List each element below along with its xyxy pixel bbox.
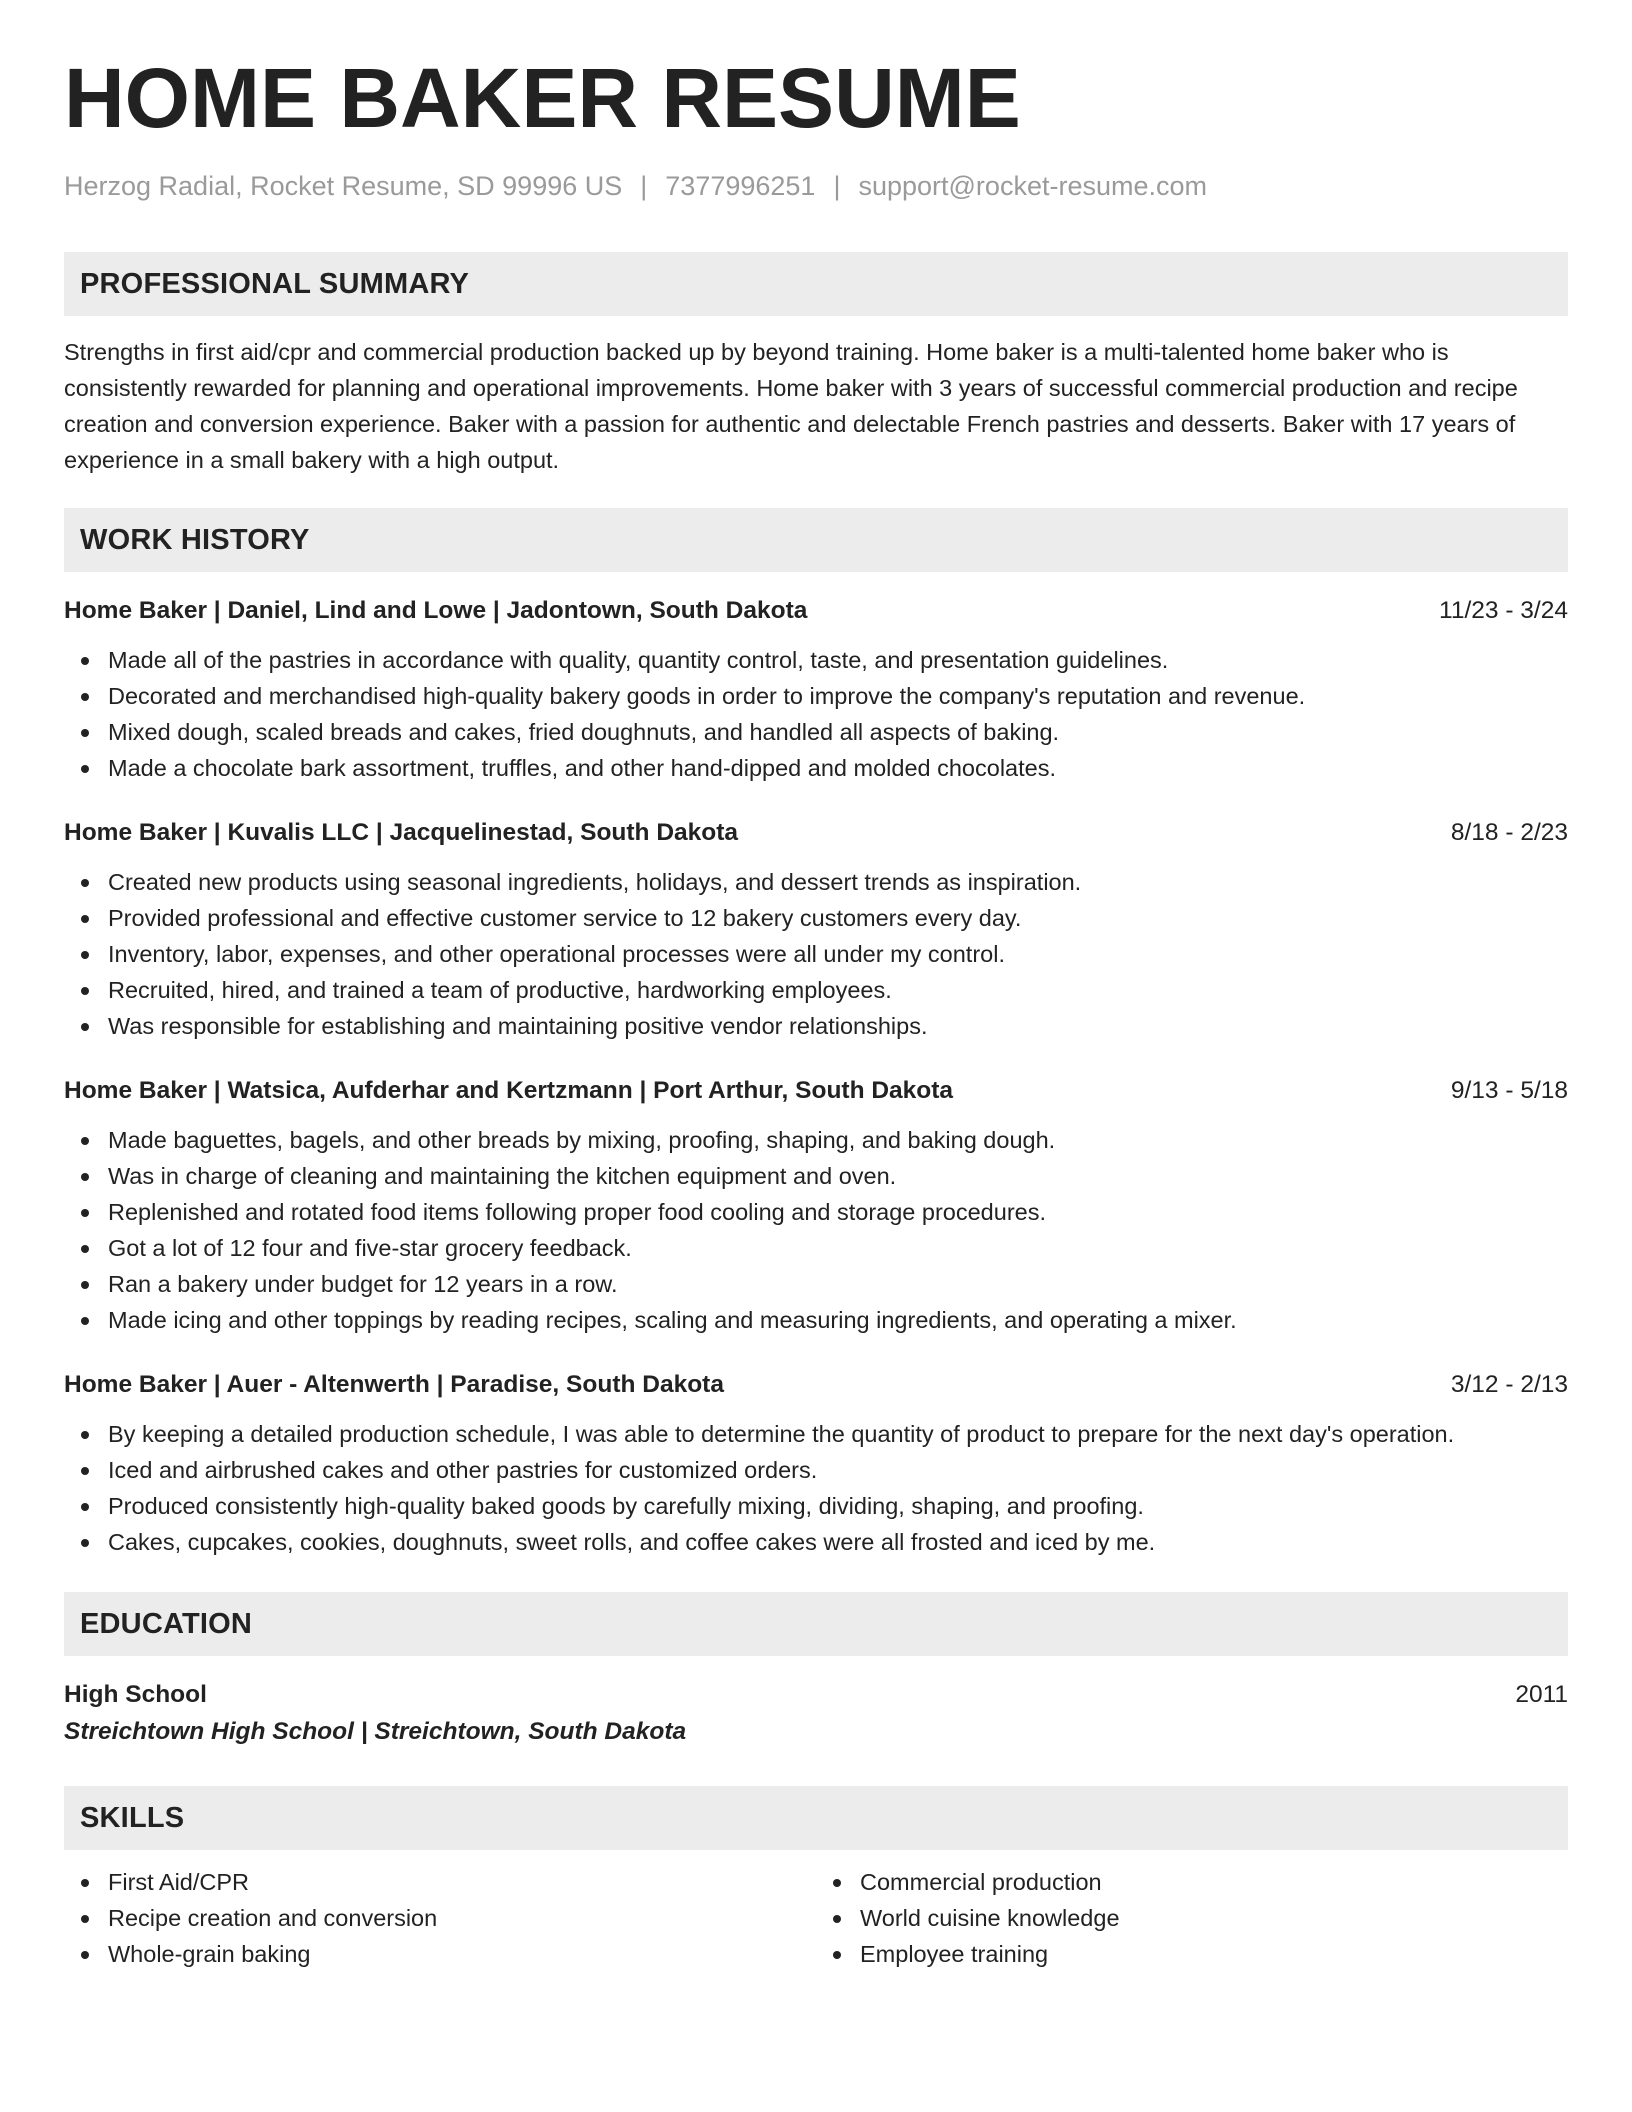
skills-list-right [816,1864,1568,1972]
contact-address: Herzog Radial, Rocket Resume, SD 99996 US [64,171,623,201]
job-title: Home Baker | Daniel, Lind and Lowe | Jadontown, South Dakota [64,597,808,625]
job-bullet: Was responsible for establishing and maintaining positive vendor relationships. [64,1008,1568,1044]
job-bullet: Made baguettes, bagels, and other breads by mixing, proofing, shaping, and baking dough. [64,1122,1568,1158]
summary-text: Strengths in first aid/cpr and commercial production backed up by beyond training. Home baker is a multi-talented home baker who is consistently rewarded for planning and operational improvements. Home baker with 3 years of successful commercial production and recipe creation and conversion experience. Baker with a passion for authentic and delectable French pastries and desserts. Baker with 17 years of experience in a small bakery with a high output. [64,339,1518,474]
resume-title: HOME BAKER RESUME [64,51,1021,145]
job-dates: 8/18 - 2/23 [1450,819,1568,847]
summary-section-heading: PROFESSIONAL SUMMARY [64,252,1568,316]
job-bullet: Replenished and rotated food items following proper food cooling and storage procedures. [64,1194,1568,1230]
job-entry [64,1074,1568,1338]
job-bullet: Got a lot of 12 four and five-star grocery feedback. [64,1230,1568,1266]
job-title: Home Baker | Kuvalis LLC | Jacquelinestad, South Dakota [64,819,739,847]
skill-item: Employee training [816,1936,1568,1972]
job-title: Home Baker | Auer - Altenwerth | Paradise, South Dakota [64,1371,724,1399]
contact-separator: | [640,171,648,201]
job-bullets [64,1416,1568,1560]
contact-line [64,170,1568,202]
job-entry [64,816,1568,1044]
education-degree: High School [64,1681,207,1709]
contact-separator: | [833,171,841,201]
skill-item: Whole-grain baking [64,1936,816,1972]
job-bullet: Cakes, cupcakes, cookies, doughnuts, sweet rolls, and coffee cakes were all frosted and iced by me. [64,1524,1568,1560]
job-bullet: Made all of the pastries in accordance with quality, quantity control, taste, and presentation guidelines. [64,642,1568,678]
job-dates: 3/12 - 2/13 [1450,1371,1568,1399]
job-title: Home Baker | Watsica, Aufderhar and Kertzmann | Port Arthur, South Dakota [64,1077,954,1105]
skills-grid [64,1864,1568,1972]
job-bullet: Made icing and other toppings by reading recipes, scaling and measuring ingredients, and operating a mixer. [64,1302,1568,1338]
job-bullets [64,864,1568,1044]
education-year: 2011 [1515,1681,1568,1709]
job-dates: 11/23 - 3/24 [1439,597,1568,625]
job-header [64,816,1568,850]
skill-item: First Aid/CPR [64,1864,816,1900]
skills-section-heading: SKILLS [64,1786,1568,1850]
job-bullets [64,1122,1568,1338]
job-bullet: Produced consistently high-quality baked goods by carefully mixing, dividing, shaping, and proofing. [64,1488,1568,1524]
job-bullet: Provided professional and effective customer service to 12 bakery customers every day. [64,900,1568,936]
job-entry [64,594,1568,786]
work-history-section-heading: WORK HISTORY [64,508,1568,572]
skills-list-left [64,1864,816,1972]
job-bullet: Decorated and merchandised high-quality bakery goods in order to improve the company's reputation and revenue. [64,678,1568,714]
education-school: Streichtown High School | Streichtown, South Dakota [64,1718,687,1746]
education-entry [64,1678,1568,1712]
job-bullet: Was in charge of cleaning and maintaining the kitchen equipment and oven. [64,1158,1568,1194]
education-section-heading: EDUCATION [64,1592,1568,1656]
job-header [64,1074,1568,1108]
job-dates: 9/13 - 5/18 [1450,1077,1568,1105]
job-bullet: Inventory, labor, expenses, and other operational processes were all under my control. [64,936,1568,972]
job-bullet: Created new products using seasonal ingredients, holidays, and dessert trends as inspiration. [64,864,1568,900]
skill-item: Commercial production [816,1864,1568,1900]
job-bullet: Ran a bakery under budget for 12 years in a row. [64,1266,1568,1302]
skill-item: Recipe creation and conversion [64,1900,816,1936]
job-bullet: Iced and airbrushed cakes and other pastries for customized orders. [64,1452,1568,1488]
job-header [64,1368,1568,1402]
job-bullet: Recruited, hired, and trained a team of productive, hardworking employees. [64,972,1568,1008]
job-bullet: Made a chocolate bark assortment, truffles, and other hand-dipped and molded chocolates. [64,750,1568,786]
job-bullet: Mixed dough, scaled breads and cakes, fried doughnuts, and handled all aspects of baking. [64,714,1568,750]
job-header [64,594,1568,628]
job-entry [64,1368,1568,1560]
contact-phone: 7377996251 [665,171,816,201]
job-bullet: By keeping a detailed production schedule, I was able to determine the quantity of product to prepare for the next day's operation. [64,1416,1568,1452]
skill-item: World cuisine knowledge [816,1900,1568,1936]
contact-email: support@rocket-resume.com [858,171,1207,201]
job-bullets [64,642,1568,786]
